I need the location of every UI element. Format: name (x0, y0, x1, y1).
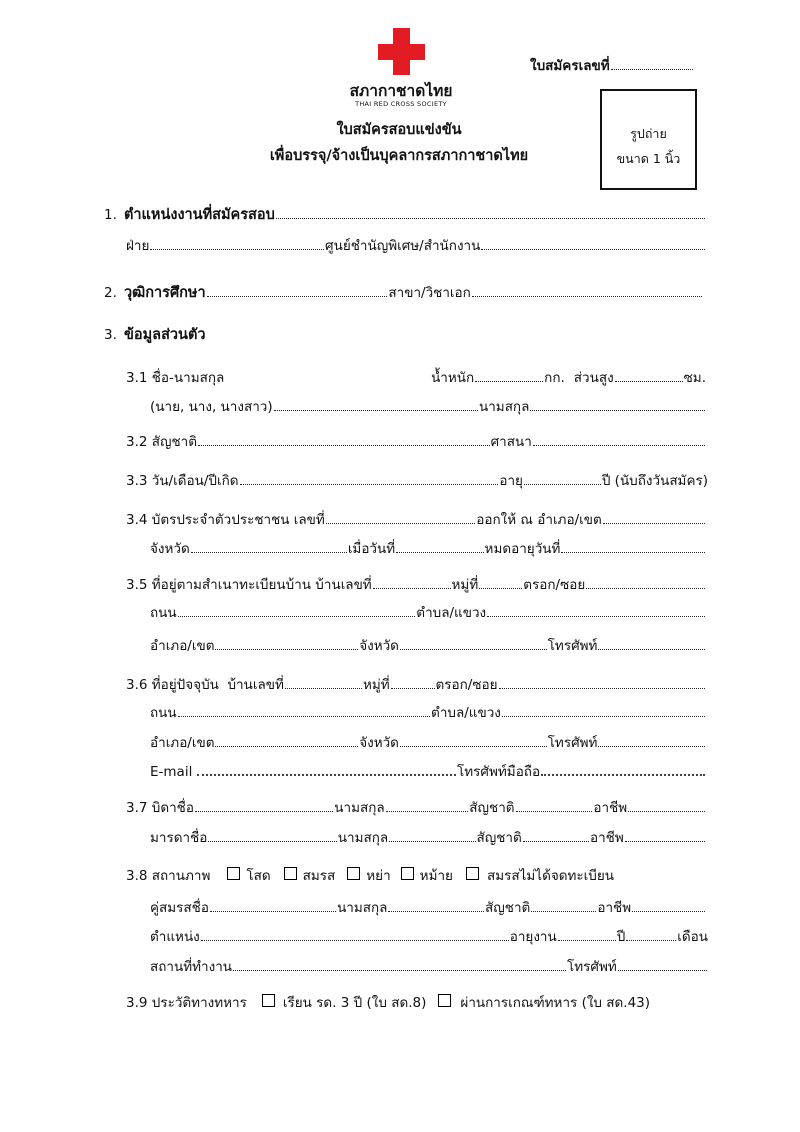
fill-line-email (197, 774, 456, 776)
option-reserve-training: เรียน รด. 3 ปี (ใบ สด.8) (282, 995, 427, 1011)
weight-label: น้ำหนัก (431, 370, 475, 386)
form-subtitle: เพื่อบรรจุ/จ้างเป็นบุคลากรสภากาชาดไทย (269, 148, 529, 164)
age-unit: ปี (นับถึงวันสมัคร) (601, 473, 708, 489)
fill-line-mother-nationality (523, 841, 589, 842)
nationality-label: สัญชาติ (469, 800, 515, 816)
item-3-3-row (126, 470, 708, 492)
surname-label: นามสกุล (337, 900, 388, 916)
option-single: โสด (246, 868, 271, 884)
item-3-5-row (126, 574, 706, 596)
months-label: เดือน (677, 929, 708, 945)
fill-line-center (481, 249, 705, 250)
marital-status-label: 3.8 สถานภาพ (126, 868, 211, 884)
item-3-2-row (126, 431, 706, 453)
service-length-label: อายุงาน (509, 929, 557, 945)
application-number-row (530, 55, 694, 77)
department-label: ฝ่าย (126, 238, 150, 254)
section-title-personal-info: ข้อมูลส่วนตัว (124, 327, 206, 343)
mother-name-label: มารดาชื่อ (150, 830, 208, 846)
org-name-english: THAI RED CROSS SOCIETY (355, 100, 447, 108)
section-title-education: วุฒิการศึกษา (124, 285, 206, 301)
fill-line-issue-date (396, 552, 483, 553)
father-name-label: 3.7 บิดาชื่อ (126, 800, 194, 816)
fill-line-district (215, 746, 358, 747)
fill-line-phone (598, 746, 705, 747)
fill-line-expiry (561, 552, 705, 553)
thai-red-cross-logo (377, 27, 427, 77)
section-title-position: ตำแหน่งงานที่สมัครสอบ (124, 207, 275, 223)
spouse-name-label: คู่สมรสชื่อ (150, 900, 209, 916)
weight-unit: กก. (544, 370, 565, 386)
road-label: ถนน (150, 705, 177, 721)
fill-line-soi (586, 588, 705, 589)
fill-line-nationality (198, 445, 490, 446)
form-title: ใบสมัครสอบแข่งขัน (336, 122, 462, 138)
birth-date-label: 3.3 วัน/เดือน/ปีเกิด (126, 473, 239, 489)
fill-line-father-nationality (516, 811, 593, 812)
email-label: E-mail (150, 764, 193, 780)
fill-line-father-surname (386, 811, 469, 812)
surname-label: นามสกุล (478, 399, 530, 415)
province-label: จังหวัด (359, 638, 399, 654)
fill-line-first-name (274, 410, 478, 411)
center-label: ศูนย์ชำนัญพิเศษ/สำนักงาน (325, 238, 481, 254)
fill-line-soi (499, 688, 705, 689)
fill-line-id-number (326, 523, 475, 524)
moo-label: หมู่ที่ (363, 677, 390, 693)
checkbox-widowed (401, 867, 414, 880)
checkbox-divorced (347, 867, 360, 880)
phone-label: โทรศัพท์ (547, 735, 598, 751)
fill-line-subdistrict (487, 616, 705, 617)
religion-label: ศาสนา (490, 434, 532, 450)
title-prefix-label: (นาย, นาง, นางสาว) (150, 399, 273, 415)
fill-line-workplace (233, 970, 566, 971)
fill-line-surname (530, 410, 705, 411)
age-label: อายุ (499, 473, 523, 489)
item-3-7-father-row (126, 797, 706, 819)
section-number: 2. (104, 285, 117, 301)
fill-line-religion (533, 445, 705, 446)
fill-line-spouse-name (210, 911, 336, 912)
fill-line-birth-date (240, 484, 499, 485)
fill-line-position (276, 218, 705, 219)
department-row (126, 235, 706, 257)
soi-label: ตรอก/ซอย (523, 577, 586, 593)
years-label: ปี (616, 929, 626, 945)
issue-date-label: เมื่อวันที่ (347, 541, 396, 557)
item-3-7-mother-row (150, 827, 706, 849)
photo-box-size: ขนาด 1 นิ้ว (616, 151, 681, 166)
fill-line-father-occupation (628, 811, 705, 812)
fill-line-district (215, 649, 358, 650)
fill-line-spouse-nationality (531, 911, 596, 912)
section-1-row (104, 204, 706, 226)
occupation-label: อาชีพ (589, 830, 624, 846)
subdistrict-label: ตำบล/แขวง (416, 605, 487, 621)
checkbox-single (227, 867, 240, 880)
item-3-9-military-row (126, 992, 650, 1014)
workplace-label: สถานที่ทำงาน (150, 959, 233, 975)
item-3-6-row (126, 674, 706, 696)
current-address-label: 3.6 ที่อยู่ปัจจุบัน บ้านเลขที่ (126, 677, 284, 693)
road-label: ถนน (150, 605, 177, 621)
option-conscription: ผ่านการเกณฑ์ทหาร (ใบ สด.43) (460, 995, 651, 1011)
fill-line-road (178, 716, 430, 717)
fill-line-mother-occupation (625, 841, 705, 842)
phone-label: โทรศัพท์ (547, 638, 598, 654)
fill-line-workplace-phone (618, 970, 707, 971)
major-label: สาขา/วิชาเอก (388, 285, 471, 301)
item-3-6-district-row (150, 732, 706, 754)
fill-line-moo (479, 588, 522, 589)
surname-label: นามสกุล (334, 800, 385, 816)
fill-line-moo (391, 688, 435, 689)
fill-line-road (178, 616, 416, 617)
fill-line-education (207, 296, 388, 297)
checkbox-conscription (438, 994, 451, 1007)
province-label: จังหวัด (359, 735, 399, 751)
province-label: จังหวัด (150, 541, 190, 557)
nationality-label: สัญชาติ (476, 830, 522, 846)
item-3-6-road-row (150, 702, 706, 724)
item-3-6-email-row (150, 761, 706, 783)
fill-line-height (615, 381, 683, 382)
fill-line-service-months (626, 940, 676, 941)
district-label: อำเภอ/เขต (150, 735, 215, 751)
item-3-8-spouse-row (150, 897, 706, 919)
item-3-8-marital-row (126, 865, 614, 887)
application-number-label: ใบสมัครเลขที่ (530, 58, 610, 74)
fill-line-mother-surname (389, 841, 475, 842)
moo-label: หมู่ที่ (451, 577, 479, 593)
height-unit: ซม. (683, 370, 706, 386)
option-widowed: หม้าย (419, 868, 453, 884)
fill-line-spouse-position (201, 940, 509, 941)
item-3-5-district-row (150, 635, 706, 657)
option-married: สมรส (302, 868, 336, 884)
nationality-label: 3.2 สัญชาติ (126, 434, 198, 450)
fill-line-weight (475, 381, 543, 382)
section-number: 3. (104, 327, 117, 343)
item-3-1-row (126, 367, 706, 389)
fill-line-mother-name (208, 841, 336, 842)
option-divorced: หย่า (366, 868, 391, 884)
expiry-label: หมดอายุวันที่ (484, 541, 561, 557)
height-label: ส่วนสูง (573, 370, 614, 386)
checkbox-reserve-training (262, 994, 275, 1007)
fill-line-spouse-occupation (632, 911, 705, 912)
section-3-heading (104, 324, 206, 346)
fill-line-phone (598, 649, 705, 650)
surname-label: นามสกุล (337, 830, 389, 846)
fill-line-mobile (541, 774, 705, 776)
occupation-label: อาชีพ (593, 800, 628, 816)
fill-line-house-number (285, 688, 362, 689)
spouse-position-label: ตำแหน่ง (150, 929, 200, 945)
checkbox-unregistered-marriage (466, 867, 479, 880)
fill-line-age (524, 484, 601, 485)
checkbox-married (284, 867, 297, 880)
fill-line-department (150, 249, 324, 250)
occupation-label: อาชีพ (597, 900, 632, 916)
fill-line-house-number (373, 588, 451, 589)
fill-line-province (400, 746, 547, 747)
registered-address-label: 3.5 ที่อยู่ตามสำเนาทะเบียนบ้าน บ้านเลขที่ (126, 577, 372, 593)
id-card-label: 3.4 บัตรประจำตัวประชาชน เลขที่ (126, 512, 325, 528)
issued-at-label: ออกให้ ณ อำเภอ/เขต (476, 512, 602, 528)
fill-line-issued-at (603, 523, 705, 524)
subdistrict-label: ตำบล/แขวง (431, 705, 501, 721)
item-3-1-name-row (150, 396, 706, 418)
fill-line-major (472, 296, 702, 297)
item-3-8-position-row (150, 926, 708, 948)
item-3-4-row (126, 509, 706, 531)
fill-line-father-name (195, 811, 333, 812)
phone-label: โทรศัพท์ (567, 959, 617, 975)
red-cross-icon (377, 27, 427, 77)
nationality-label: สัญชาติ (485, 900, 531, 916)
item-3-4-dates-row (150, 538, 706, 560)
option-unregistered-marriage: สมรสไม่ได้จดทะเบียน (486, 868, 614, 884)
fill-line-province (400, 649, 547, 650)
item-3-8-workplace-row (150, 956, 708, 978)
fill-line-application-number (611, 69, 693, 70)
mobile-label: โทรศัพท์มือถือ (457, 764, 541, 780)
military-history-label: 3.9 ประวัติทางทหาร (126, 995, 247, 1011)
photo-box-label: รูปถ่าย (630, 126, 667, 141)
soi-label: ตรอก/ซอย (435, 677, 498, 693)
section-number: 1. (104, 207, 117, 223)
name-label: 3.1 ชื่อ-นามสกุล (126, 370, 225, 386)
district-label: อำเภอ/เขต (150, 638, 215, 654)
item-3-5-road-row (150, 602, 706, 624)
fill-line-service-years (558, 940, 616, 941)
section-2-row (104, 282, 703, 304)
fill-line-spouse-surname (388, 911, 484, 912)
org-name-thai: สภากาชาดไทย (349, 82, 453, 100)
fill-line-province (191, 552, 347, 553)
fill-line-subdistrict (502, 716, 705, 717)
